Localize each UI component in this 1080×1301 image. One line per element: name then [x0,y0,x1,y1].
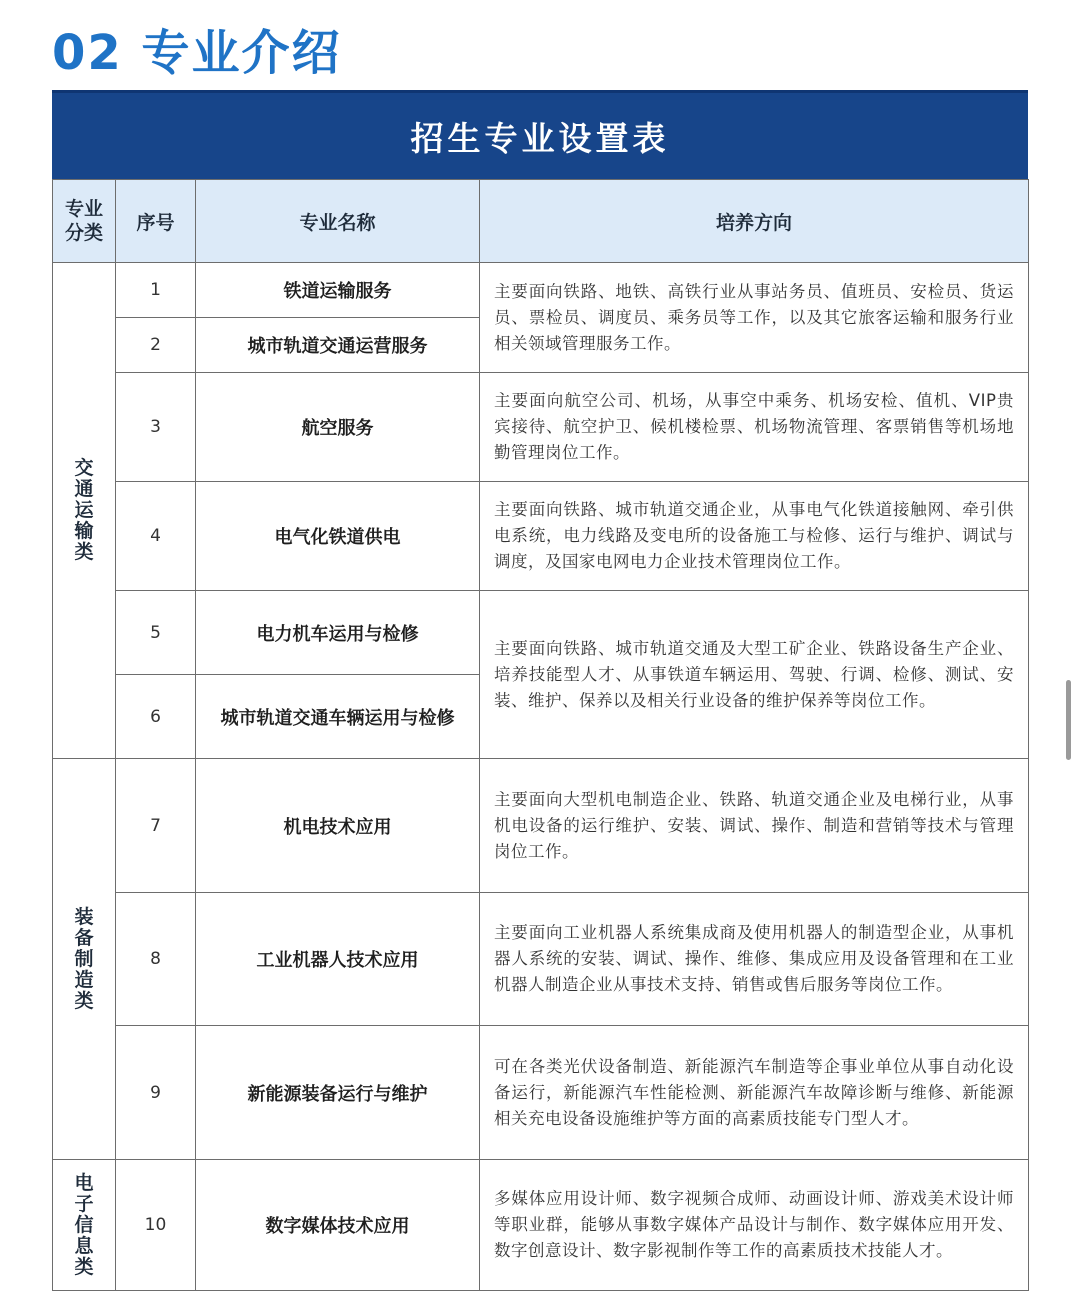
majors-table-container [52,90,1028,1291]
major-direction: 主要面向大型机电制造企业、铁路、轨道交通企业及电梯行业，从事机电设备的运行维护、安装、调试、操作、制造和营销等技术与管理岗位工作。 [480,759,1029,893]
row-number: 2 [116,318,196,373]
row-number: 1 [116,263,196,318]
major-name: 新能源装备运行与维护 [196,1026,480,1160]
major-direction: 主要面向工业机器人系统集成商及使用机器人的制造型企业，从事机器人系统的安装、调试、操作、维修、集成应用及设备管理和在工业机器人制造企业从事技术支持、销售或售后服务等岗位工作。 [480,893,1029,1026]
row-number: 4 [116,482,196,591]
category-transport: 交通运输类 [53,263,116,759]
category-equipment: 装备制造类 [53,759,116,1160]
table-header-row [53,180,1029,263]
row-number: 8 [116,893,196,1026]
category-electronics: 电子信息类 [53,1160,116,1291]
page-title: 02 专业介绍 [52,25,342,81]
table-row [53,591,1029,675]
header-name: 专业名称 [196,180,480,263]
table-row [53,893,1029,1026]
major-name: 城市轨道交通运营服务 [196,318,480,373]
table-row [53,263,1029,318]
row-number: 6 [116,675,196,759]
major-direction: 主要面向铁路、城市轨道交通及大型工矿企业、铁路设备生产企业、培养技能型人才、从事铁道车辆运用、驾驶、行调、检修、测试、安装、维护、保养以及相关行业设备的维护保养等岗位工作。 [480,591,1029,759]
major-name: 工业机器人技术应用 [196,893,480,1026]
major-direction: 可在各类光伏设备制造、新能源汽车制造等企事业单位从事自动化设备运行，新能源汽车性能检测、新能源汽车故障诊断与维修、新能源相关充电设备设施维护等方面的高素质技能专门型人才。 [480,1026,1029,1160]
row-number: 5 [116,591,196,675]
major-direction: 主要面向航空公司、机场，从事空中乘务、机场安检、值机、VIP贵宾接待、航空护卫、候机楼检票、机场物流管理、客票销售等机场地勤管理岗位工作。 [480,373,1029,482]
major-name: 电气化铁道供电 [196,482,480,591]
major-name: 航空服务 [196,373,480,482]
row-number: 9 [116,1026,196,1160]
table-row [53,1026,1029,1160]
major-direction: 主要面向铁路、城市轨道交通企业，从事电气化铁道接触网、牵引供电系统，电力线路及变电所的设备施工与检修、运行与维护、调试与调度，及国家电网电力企业技术管理岗位工作。 [480,482,1029,591]
major-direction: 主要面向铁路、地铁、高铁行业从事站务员、值班员、安检员、货运员、票检员、调度员、乘务员等工作，以及其它旅客运输和服务行业相关领域管理服务工作。 [480,263,1029,373]
major-name: 城市轨道交通车辆运用与检修 [196,675,480,759]
table-row [53,759,1029,893]
table-row [53,1160,1029,1291]
major-name: 电力机车运用与检修 [196,591,480,675]
row-number: 10 [116,1160,196,1291]
major-name: 数字媒体技术应用 [196,1160,480,1291]
majors-table [52,179,1029,1291]
header-direction: 培养方向 [480,180,1029,263]
header-number: 序号 [116,180,196,263]
scrollbar-thumb[interactable] [1066,680,1071,760]
header-category: 专业分类 [53,180,116,263]
table-title: 招生专业设置表 [52,90,1028,179]
major-direction: 多媒体应用设计师、数字视频合成师、动画设计师、游戏美术设计师等职业群，能够从事数字媒体产品设计与制作、数字媒体应用开发、数字创意设计、数字影视制作等工作的高素质技术技能人才。 [480,1160,1029,1291]
table-row [53,373,1029,482]
row-number: 7 [116,759,196,893]
table-row [53,482,1029,591]
row-number: 3 [116,373,196,482]
major-name: 铁道运输服务 [196,263,480,318]
major-name: 机电技术应用 [196,759,480,893]
